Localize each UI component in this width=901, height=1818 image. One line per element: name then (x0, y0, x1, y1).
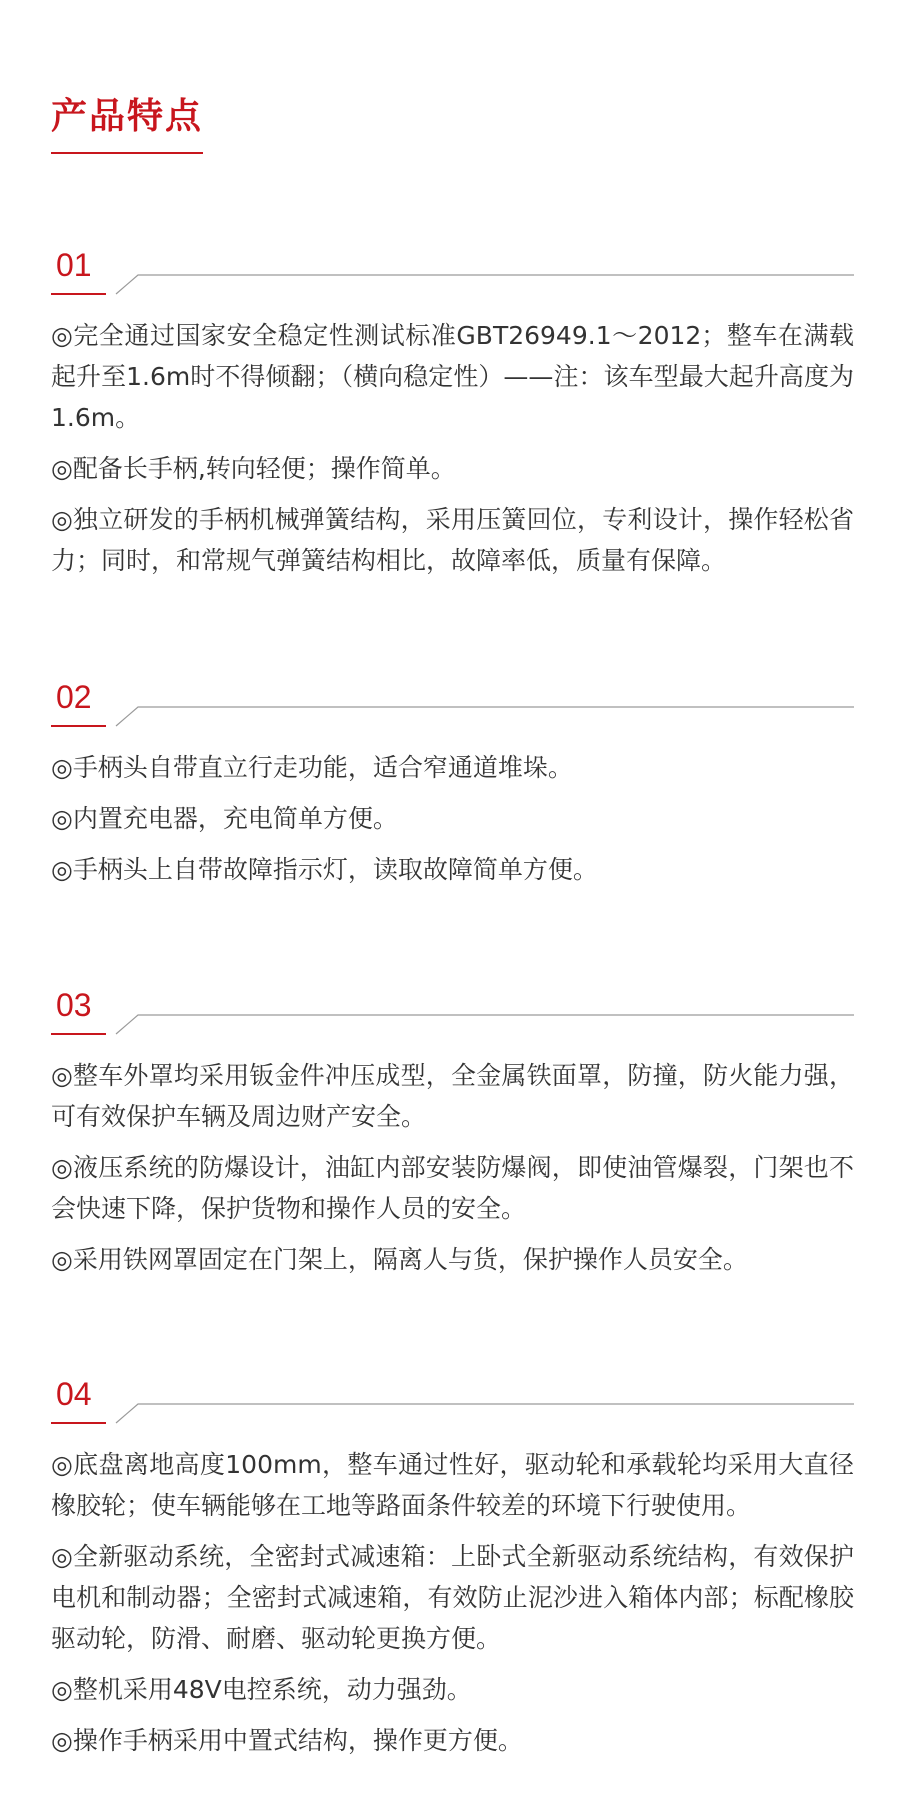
feature-section-02 (0, 677, 901, 884)
section-items (51, 1055, 854, 1290)
title-underline (51, 152, 203, 154)
feature-item: ◎液压系统的防爆设计，油缸内部安装防爆阀，即使油管爆裂，门架也不会快速下降，保护货物和操作人员的安全。 (51, 1153, 854, 1223)
feature-item: ◎独立研发的手柄机械弹簧结构，采用压簧回位，专利设计，操作轻松省力；同时，和常规气弹簧结构相比，故障率低，质量有保障。 (51, 505, 854, 575)
feature-item: ◎全新驱动系统，全密封式减速箱：上卧式全新驱动系统结构，有效保护电机和制动器；全密封式减速箱，有效防止泥沙进入箱体内部；标配橡胶驱动轮，防滑、耐磨、驱动轮更换方便。 (51, 1542, 854, 1653)
feature-item: ◎操作手柄采用中置式结构，操作更方便。 (51, 1726, 523, 1755)
section-items (51, 1444, 854, 1771)
page-title: 产品特点 (51, 96, 204, 137)
feature-item: ◎整车外罩均采用钣金件冲压成型，全金属铁面罩，防撞，防火能力强，可有效保护车辆及周边财产安全。 (51, 1061, 854, 1131)
section-header (0, 245, 901, 305)
section-divider-line (116, 1013, 854, 1035)
feature-item: ◎采用铁网罩固定在门架上，隔离人与货，保护操作人员安全。 (51, 1245, 748, 1274)
feature-item: ◎手柄头自带直立行走功能，适合窄通道堆垛。 (51, 753, 573, 782)
feature-item: ◎配备长手柄,转向轻便；操作简单。 (51, 454, 456, 483)
feature-section-03 (0, 985, 901, 1274)
feature-item: ◎整机采用48V电控系统，动力强劲。 (51, 1675, 472, 1704)
section-header (0, 1374, 901, 1434)
section-items (51, 747, 854, 900)
section-items (51, 315, 854, 591)
section-number-underline (51, 725, 106, 727)
section-header (0, 677, 901, 737)
feature-section-01 (0, 245, 901, 575)
feature-section-04 (0, 1374, 901, 1755)
section-divider-line (116, 1402, 854, 1424)
section-number: 02 (56, 679, 92, 715)
section-number-underline (51, 1422, 106, 1424)
feature-item: ◎手柄头上自带故障指示灯，读取故障简单方便。 (51, 855, 598, 884)
section-divider-line (116, 705, 854, 727)
feature-item: ◎完全通过国家安全稳定性测试标准GBT26949.1～2012；整车在满载起升至1.6m时不得倾翻；（横向稳定性）——注：该车型最大起升高度为1.6m。 (51, 321, 854, 432)
section-number: 03 (56, 987, 92, 1023)
section-number-underline (51, 1033, 106, 1035)
section-divider-line (116, 273, 854, 295)
feature-item: ◎内置充电器，充电简单方便。 (51, 804, 398, 833)
section-number: 04 (56, 1376, 92, 1412)
feature-item: ◎底盘离地高度100mm，整车通过性好，驱动轮和承载轮均采用大直径橡胶轮；使车辆能够在工地等路面条件较差的环境下行驶使用。 (51, 1450, 854, 1520)
section-header (0, 985, 901, 1045)
section-number: 01 (56, 247, 92, 283)
section-number-underline (51, 293, 106, 295)
